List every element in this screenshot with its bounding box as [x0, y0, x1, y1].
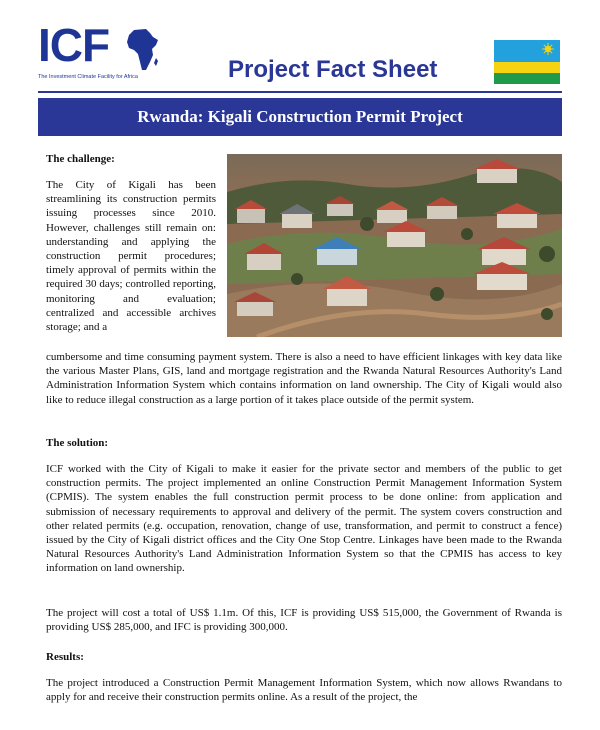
banner-title: Rwanda: Kigali Construction Permit Project — [137, 107, 463, 126]
kigali-housing-photo — [227, 154, 562, 337]
logo-text: ICF — [38, 19, 110, 71]
icf-logo — [38, 19, 178, 84]
challenge-heading: The challenge: — [46, 153, 115, 165]
challenge-text-narrow: The City of Kigali has been streamlining its construction permits issuing processes since 2010. However, challenges still remain on: understanding and applying the construction permit procedures; timely approval of permits within the required 30 days; controlled reporting, monitoring and evaluation; centralized and accessible archives storage; and a — [46, 179, 216, 334]
rwanda-flag-icon — [494, 40, 560, 84]
flag-yellow-band — [494, 62, 560, 73]
page-title: Project Fact Sheet — [228, 56, 438, 83]
results-heading: Results: — [46, 651, 84, 663]
solution-heading: The solution: — [46, 437, 109, 449]
header-divider — [38, 91, 562, 93]
africa-map-icon — [126, 28, 160, 72]
title-banner — [38, 98, 562, 136]
flag-green-band — [494, 73, 560, 84]
challenge-text-full: cumbersome and time consuming payment system. There is also a need to have efficient linkages with key data like the various Master Plans, GIS, land and mortgage registration and the Rwanda Natural Resources Authority's Land Administration Information System which contains information on land ownership. The City of Kigali would also like to reduce illegal construction as a large portion of it takes place outside of the permit system. — [46, 351, 562, 406]
logo-tagline: The Investment Climate Facility for Africa — [38, 74, 138, 80]
solution-paragraph-2: The project will cost a total of US$ 1.1m. Of this, ICF is providing US$ 515,000, the Government of Rwanda is providing US$ 285,000, and IFC is providing 300,000. — [46, 607, 562, 634]
solution-paragraph-1: ICF worked with the City of Kigali to make it easier for the private sector and members of the public to get construction permits. The project implemented an online Construction Permit Management Information System (CPMIS). The system enables the full construction permit process to be done online: from application and submission of necessary requirements to approval and delivery of the permit. The system covers construction and other related permits (e.g. occupation, renovation, change of use, transformation, and permit to construct a fence) issued by the City of Kigali district offices and the City One Stop Centre. Linkages have been made to the Rwanda Natural Resources Authority's Land Administration Information System so that the CPMIS has access to key information on land ownership. — [46, 463, 562, 575]
results-paragraph-1: The project introduced a Construction Permit Management Information System, which now allows Rwandans to apply for and receive their construction permits online. As a result of the project, the — [46, 677, 562, 704]
